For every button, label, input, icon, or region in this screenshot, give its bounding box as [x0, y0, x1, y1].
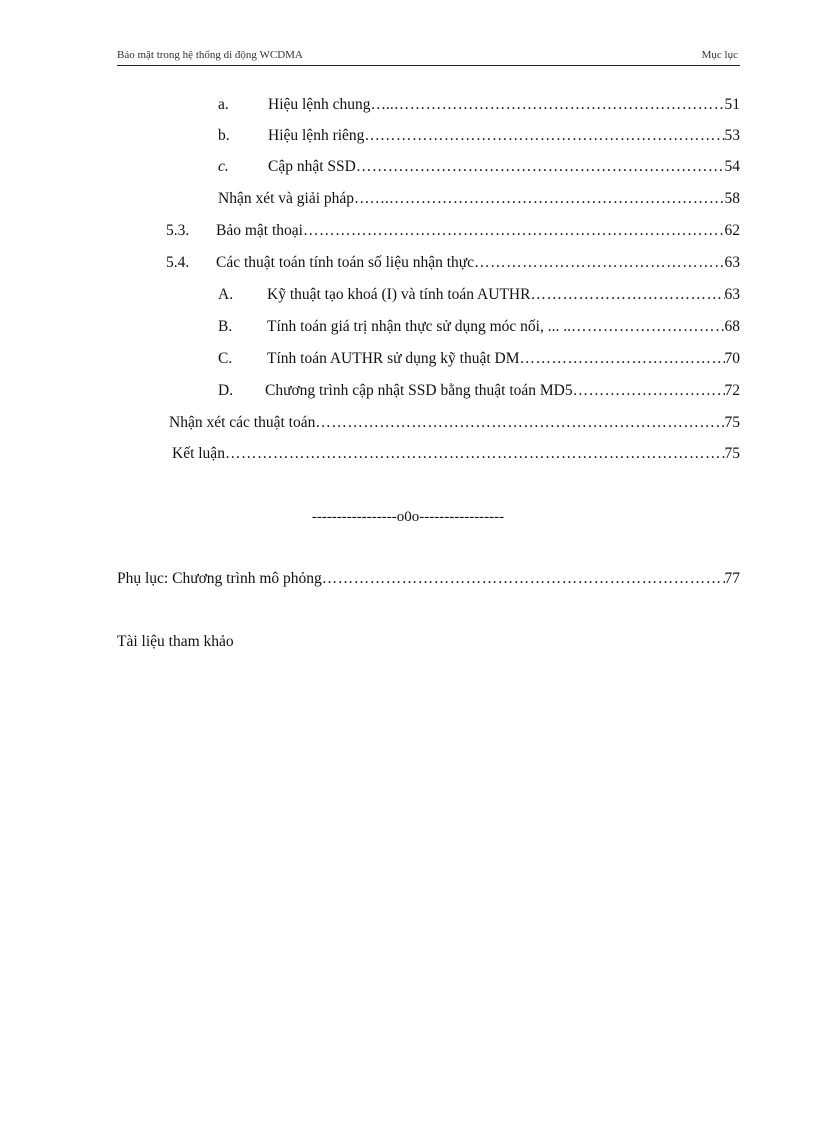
toc-title: Các thuật toán tính toán số liệu nhận thực	[216, 254, 475, 271]
toc-entry[interactable]	[166, 252, 740, 274]
toc-number: C.	[218, 350, 233, 367]
toc-number: B.	[218, 318, 233, 335]
toc-leader	[530, 284, 724, 306]
toc-page: 63	[724, 286, 740, 303]
toc-leader	[380, 125, 725, 147]
toc-leader	[520, 348, 725, 370]
toc-page: 51	[724, 96, 740, 113]
toc-entry[interactable]	[218, 348, 740, 370]
toc-page: 72	[724, 382, 740, 399]
toc-entry[interactable]	[218, 380, 740, 402]
toc-leader	[389, 188, 725, 210]
toc-title: Kỹ thuật tạo khoá (I) và tính toán AUTHR	[267, 286, 531, 303]
toc-title: Nhận xét và giải pháp…….	[218, 190, 389, 207]
toc-leader	[322, 568, 725, 590]
toc-title: Bảo mật thoại	[216, 222, 303, 239]
toc-entry[interactable]	[166, 220, 740, 242]
toc-page: 77	[724, 570, 740, 587]
toc-page: 58	[724, 190, 740, 207]
toc-leader	[303, 220, 725, 242]
toc-number: 5.4.	[166, 254, 190, 271]
toc-number: c.	[218, 158, 229, 175]
section-separator: -----------------o0o-----------------	[311, 509, 505, 525]
toc-number: 5.3.	[166, 222, 190, 239]
references-entry[interactable]: Tài liệu tham khảo	[117, 633, 234, 650]
running-header	[117, 49, 740, 66]
toc-leader	[225, 443, 725, 465]
toc-title: Cập nhật SSD	[268, 158, 356, 175]
toc-page: 75	[724, 414, 740, 431]
toc-leader	[474, 252, 724, 274]
toc-number: D.	[218, 382, 234, 399]
toc-title: Phụ lục: Chương trình mô phỏng	[117, 570, 322, 587]
toc-leader	[573, 380, 725, 402]
toc-entry[interactable]	[172, 443, 740, 465]
toc-page: 68	[724, 318, 740, 335]
header-title: Bảo mật trong hệ thống di động WCDMA	[117, 49, 303, 61]
toc-page: 62	[724, 222, 740, 239]
toc-entry-appendix[interactable]	[117, 568, 740, 590]
toc-page: 75	[724, 445, 740, 462]
header-section: Mục lục	[701, 49, 738, 61]
toc-title: Hiệu lệnh riêng…	[268, 127, 380, 144]
toc-number: A.	[218, 286, 234, 303]
toc-title: Hiệu lệnh chung…..	[268, 96, 394, 113]
toc-leader	[394, 94, 725, 116]
toc-entry[interactable]	[218, 188, 740, 210]
toc-entry[interactable]	[218, 94, 740, 116]
toc-leader	[315, 412, 724, 434]
toc-page: 54	[724, 158, 740, 175]
toc-leader	[571, 316, 725, 338]
toc-title: Kết luận	[172, 445, 225, 462]
toc-entry[interactable]	[218, 156, 740, 178]
toc-page: 53	[724, 127, 740, 144]
toc-title: Tính toán giá trị nhận thực sử dụng móc nối, ... ..	[267, 318, 571, 335]
toc-title: Nhận xét các thuật toán	[169, 414, 316, 431]
toc-title: Chương trình cập nhật SSD bằng thuật toán MD5	[265, 382, 573, 399]
toc-entry[interactable]	[218, 316, 740, 338]
toc-entry[interactable]	[169, 412, 740, 434]
toc-number: b.	[218, 127, 230, 144]
toc-entry[interactable]	[218, 125, 740, 147]
toc-leader	[356, 156, 725, 178]
toc-page: 63	[724, 254, 740, 271]
toc-number: a.	[218, 96, 229, 113]
toc-page: 70	[724, 350, 740, 367]
toc-entry[interactable]	[218, 284, 740, 306]
toc-title: Tính toán AUTHR sử dụng kỹ thuật DM	[267, 350, 520, 367]
